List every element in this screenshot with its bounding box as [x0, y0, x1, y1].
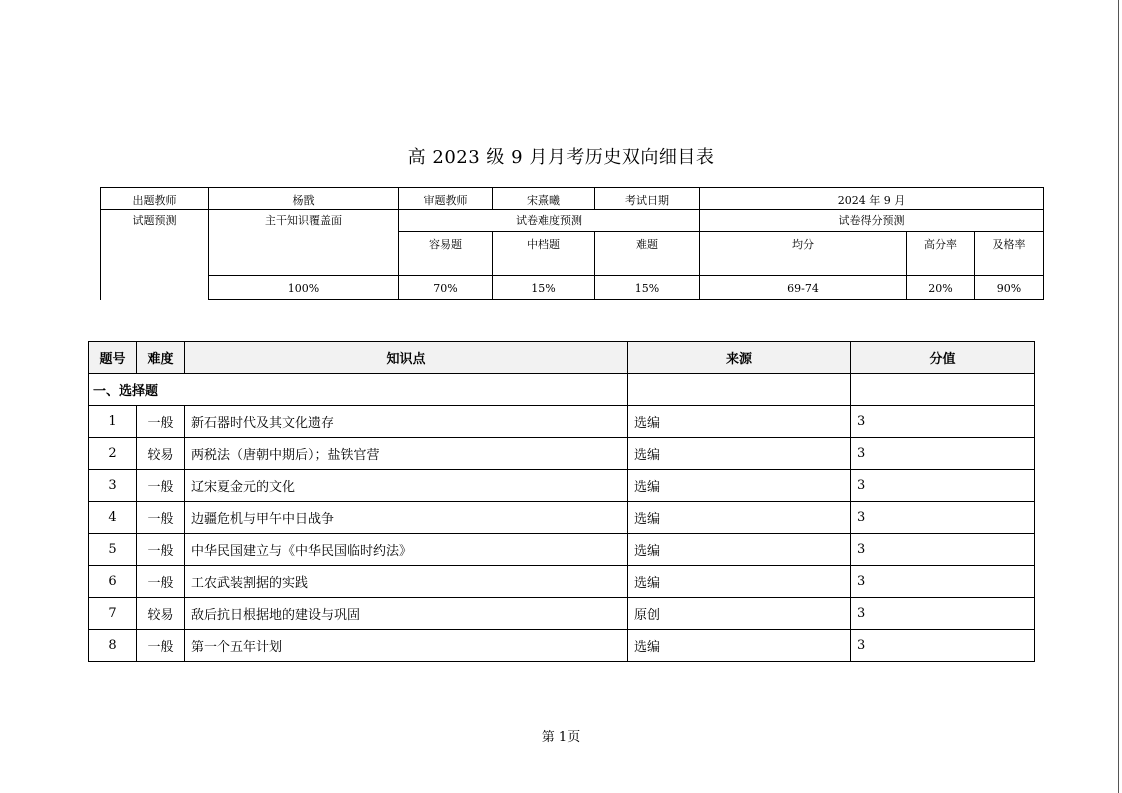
score-cell: 3: [851, 502, 1035, 534]
question-number: 4: [89, 502, 137, 534]
score-cell: 3: [851, 534, 1035, 566]
knowledge-point-cell: 工农武装割据的实践: [185, 566, 628, 598]
medium-value: 15%: [493, 276, 595, 300]
header-topic: 知识点: [185, 342, 628, 374]
question-table: [88, 341, 1035, 662]
difficulty-cell: 一般: [137, 406, 185, 438]
score-cell: 3: [851, 470, 1035, 502]
table-header-row: [89, 342, 1035, 374]
difficulty-cell: 一般: [137, 502, 185, 534]
teacher-label: 出题教师: [101, 188, 209, 210]
coverage-label: 主干知识覆盖面: [209, 210, 399, 276]
score-cell: 3: [851, 566, 1035, 598]
table-row: [89, 470, 1035, 502]
page-title: 高 2023 级 9 月月考历史双向细目表: [407, 147, 715, 168]
difficulty-cell: 一般: [137, 534, 185, 566]
question-number: 7: [89, 598, 137, 630]
coverage-value: 100%: [209, 276, 399, 300]
header-score: 分值: [851, 342, 1035, 374]
easy-label: 容易题: [399, 232, 493, 276]
header-source: 来源: [628, 342, 851, 374]
exam-info-table: [100, 187, 1044, 300]
question-number: 8: [89, 630, 137, 662]
pass-label: 及格率: [975, 232, 1044, 276]
score-label: 试卷得分预测: [700, 210, 1044, 232]
reviewer-label: 审题教师: [399, 188, 493, 210]
source-cell: 选编: [628, 534, 851, 566]
score-cell: 3: [851, 630, 1035, 662]
difficulty-cell: 较易: [137, 598, 185, 630]
hard-value: 15%: [595, 276, 700, 300]
source-cell: 选编: [628, 502, 851, 534]
difficulty-cell: 一般: [137, 630, 185, 662]
source-cell: 选编: [628, 470, 851, 502]
predict-blank: [101, 232, 209, 276]
difficulty-cell: 较易: [137, 438, 185, 470]
table-row: [89, 566, 1035, 598]
high-value: 20%: [907, 276, 975, 300]
teacher-value: 杨戬: [209, 188, 399, 210]
question-number: 5: [89, 534, 137, 566]
table-row: [89, 502, 1035, 534]
header-no: 题号: [89, 342, 137, 374]
question-number: 3: [89, 470, 137, 502]
table-row: [89, 630, 1035, 662]
avg-label: 均分: [700, 232, 907, 276]
difficulty-cell: 一般: [137, 470, 185, 502]
hard-label: 难题: [595, 232, 700, 276]
table-row: [89, 598, 1035, 630]
source-cell: 原创: [628, 598, 851, 630]
section-title: 一、选择题: [89, 374, 628, 406]
predict-blank-2: [101, 276, 209, 300]
reviewer-value: 宋熹曦: [493, 188, 595, 210]
date-value: 2024 年 9 月: [700, 188, 1044, 210]
source-cell: 选编: [628, 630, 851, 662]
predict-label: 试题预测: [101, 210, 209, 232]
question-number: 6: [89, 566, 137, 598]
table-row: [89, 534, 1035, 566]
knowledge-point-cell: 第一个五年计划: [185, 630, 628, 662]
score-cell: 3: [851, 438, 1035, 470]
table-row: [89, 406, 1035, 438]
question-number: 2: [89, 438, 137, 470]
section-source-blank: [628, 374, 851, 406]
knowledge-point-cell: 两税法（唐朝中期后）；盐铁官营: [185, 438, 628, 470]
knowledge-point-cell: 边疆危机与甲午中日战争: [185, 502, 628, 534]
page-edge-rule: [1118, 0, 1119, 793]
question-number: 1: [89, 406, 137, 438]
table-row: [89, 438, 1035, 470]
avg-value: 69-74: [700, 276, 907, 300]
date-label: 考试日期: [595, 188, 700, 210]
pass-value: 90%: [975, 276, 1044, 300]
score-cell: 3: [851, 406, 1035, 438]
score-cell: 3: [851, 598, 1035, 630]
high-label: 高分率: [907, 232, 975, 276]
medium-label: 中档题: [493, 232, 595, 276]
difficulty-cell: 一般: [137, 566, 185, 598]
source-cell: 选编: [628, 566, 851, 598]
section-score-blank: [851, 374, 1035, 406]
knowledge-point-cell: 辽宋夏金元的文化: [185, 470, 628, 502]
section-row: [89, 374, 1035, 406]
difficulty-label: 试卷难度预测: [399, 210, 700, 232]
knowledge-point-cell: 敌后抗日根据地的建设与巩固: [185, 598, 628, 630]
source-cell: 选编: [628, 438, 851, 470]
easy-value: 70%: [399, 276, 493, 300]
knowledge-point-cell: 新石器时代及其文化遗存: [185, 406, 628, 438]
source-cell: 选编: [628, 406, 851, 438]
header-level: 难度: [137, 342, 185, 374]
knowledge-point-cell: 中华民国建立与《中华民国临时约法》: [185, 534, 628, 566]
page-number: 第 1页: [541, 730, 581, 745]
